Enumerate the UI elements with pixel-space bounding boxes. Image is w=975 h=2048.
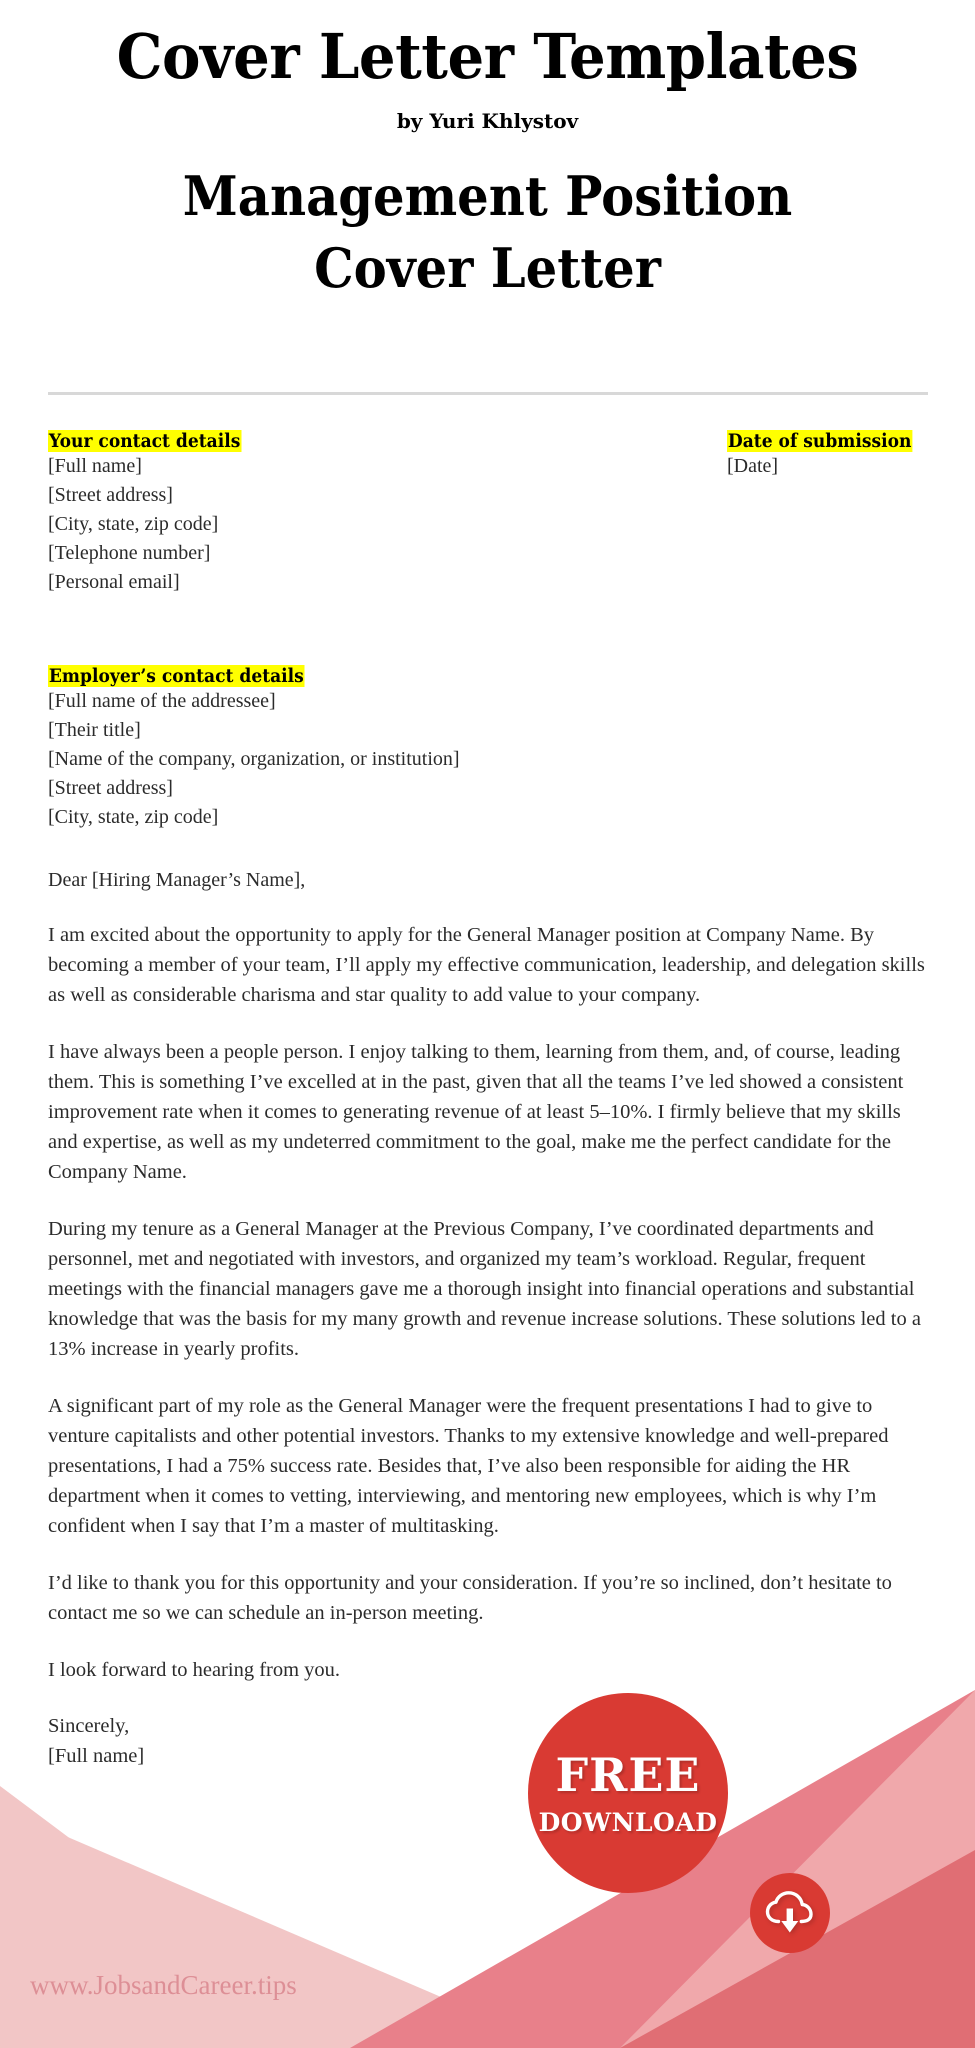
signature-name: [Full name] <box>48 1745 145 1767</box>
contact-line: [Telephone number] <box>48 542 211 564</box>
header-divider <box>48 392 928 395</box>
author-byline: by Yuri Khlystov <box>396 109 579 134</box>
page-title: Cover Letter Templates <box>116 20 859 93</box>
document-header <box>0 0 975 305</box>
body-paragraph: A significant part of my role as the General Manager were the frequent presentations I had to give to venture capitalists and other potential investors. Thanks to my extensive knowledge and well-prepared presentations, I had a 75% success rate. Besides that, I’ve also been responsible for aiding the HR department when it comes to vetting, interviewing, and mentoring new employees, which is why I’m confident when I say that I’m a master of multitasking. <box>48 1395 889 1537</box>
document-subtitle-line1: Management Position <box>182 164 793 229</box>
contact-line: [Full name] <box>48 455 142 477</box>
body-paragraph: During my tenure as a General Manager at the Previous Company, I’ve coordinated departments and personnel, met and negotiated with investors, and organized my team’s workload. Regular, frequent meetings with the financial managers gave me a thorough insight into financial operations and substantial knowledge that was the basis for my many growth and revenue increase solutions. These solutions led to a 13% increase in yearly profits. <box>48 1218 921 1360</box>
body-paragraph: I’d like to thank you for this opportunity and your consideration. If you’re so inclined, don’t hesitate to contact me so we can schedule an in-person meeting. <box>48 1572 892 1624</box>
closing-line: Sincerely, <box>48 1715 130 1737</box>
your-contact-details-block <box>48 430 263 597</box>
letter-paragraphs <box>48 920 928 1771</box>
document-subtitle-line2: Cover Letter <box>314 235 661 300</box>
body-paragraph: I am excited about the opportunity to apply for the General Manager position at Company Name. By becoming a member of your team, I’ll apply my effective communication, leadership, and delegation skills as well as considerable charisma and star quality to add value to your company. <box>48 924 925 1006</box>
site-url-watermark: www.JobsandCareer.tips <box>30 1970 297 2000</box>
body-paragraph: I look forward to hearing from you. <box>48 1659 341 1681</box>
contact-line: [City, state, zip code] <box>48 513 219 535</box>
download-icon-button[interactable] <box>750 1873 830 1953</box>
salutation: Dear [Hiring Manager’s Name], <box>48 869 306 891</box>
badge-download-label: DOWNLOAD <box>538 1807 718 1837</box>
date-of-submission-heading: Date of submission <box>727 430 912 452</box>
contact-line: [Street address] <box>48 484 173 506</box>
employer-line: [Name of the company, organization, or institution] <box>48 748 460 770</box>
employer-line: [Their title] <box>48 719 141 741</box>
badge-free-label: FREE <box>555 1747 701 1802</box>
employer-contact-details-heading: Employer’s contact details <box>48 665 304 687</box>
employer-line: [Full name of the addressee] <box>48 690 276 712</box>
free-download-badge[interactable] <box>528 1693 728 1893</box>
body-paragraph: I have always been a people person. I enjoy talking to them, learning from them, and, of course, leading them. This is something I’ve excelled at in the past, given that all the teams I’ve led showed a consistent improvement rate when it comes to generating revenue of at least 5–10%. I firmly believe that my skills and expertise, as well as my undeterred commitment to the goal, make me the perfect candidate for the Company Name. <box>48 1041 904 1183</box>
date-of-submission-block <box>727 430 933 481</box>
employer-line: [City, state, zip code] <box>48 806 219 828</box>
your-contact-details-heading: Your contact details <box>48 430 241 452</box>
contact-line: [Personal email] <box>48 571 180 593</box>
cloud-download-icon <box>765 1891 815 1935</box>
date-value: [Date] <box>727 455 779 477</box>
employer-contact-details-block <box>48 665 460 832</box>
employer-line: [Street address] <box>48 777 173 799</box>
